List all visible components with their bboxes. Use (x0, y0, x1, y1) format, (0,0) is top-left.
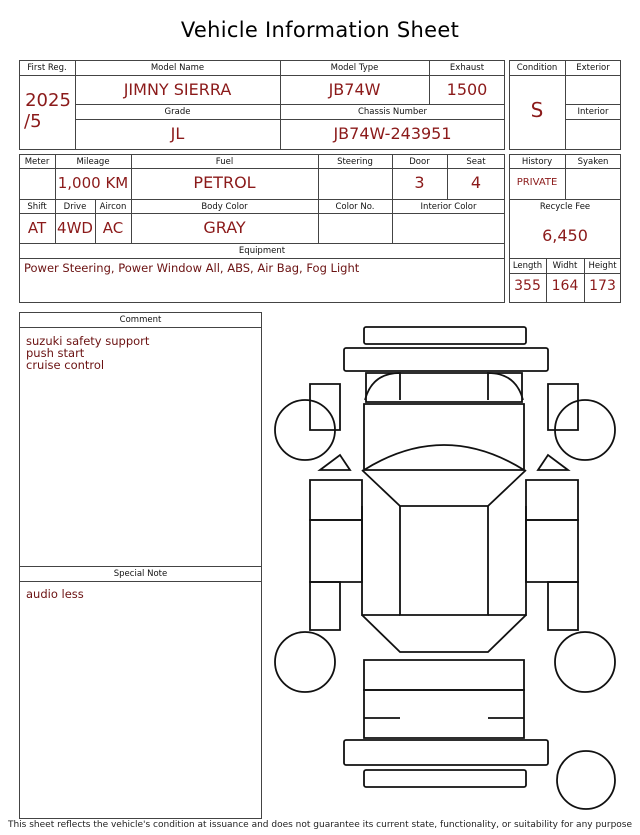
first-reg-year: 2025 (25, 90, 71, 111)
equipment-label: Equipment (238, 246, 286, 256)
steering-label: Steering (337, 157, 373, 167)
door-label: Door (409, 157, 430, 167)
condition-label: Condition (516, 63, 558, 73)
length-value: 355 (514, 278, 541, 294)
door-value: 3 (414, 173, 425, 192)
meter-label: Meter (24, 157, 50, 167)
grade-value: JL (170, 124, 185, 143)
recycle-fee-label: Recycle Fee (539, 202, 591, 212)
page-title: Vehicle Information Sheet (180, 18, 460, 42)
equipment-value: Power Steering, Power Window All, ABS, Air Bag, Fog Light (24, 261, 360, 275)
model-type-label: Model Type (330, 63, 379, 73)
interior-color-label: Interior Color (420, 202, 477, 212)
shift-value: AT (27, 219, 47, 237)
first-reg-label: First Reg. (27, 63, 67, 73)
exhaust-label: Exhaust (449, 63, 485, 73)
syaken-label: Syaken (577, 157, 609, 167)
drive-label: Drive (63, 202, 87, 212)
shift-label: Shift (27, 202, 47, 212)
comment-line: push start (26, 346, 85, 360)
interior-label: Interior (577, 107, 609, 117)
width-label: Widht (552, 261, 578, 271)
grade-label: Grade (164, 107, 191, 117)
fuel-label: Fuel (215, 157, 234, 167)
comment-line: cruise control (26, 358, 105, 372)
aircon-value: AC (102, 219, 124, 237)
chassis-number-label: Chassis Number (357, 107, 428, 117)
body-color-value: GRAY (203, 218, 246, 237)
height-label: Height (588, 261, 617, 271)
exhaust-value: 1500 (446, 80, 488, 99)
special-note-label: Special Note (113, 569, 168, 579)
drive-value: 4WD (57, 219, 93, 237)
recycle-fee-value: 6,450 (542, 226, 588, 245)
special-note-line: audio less (26, 587, 84, 601)
height-value: 173 (589, 278, 616, 294)
chassis-number-value: JB74W-243951 (333, 124, 452, 143)
fuel-value: PETROL (193, 173, 256, 192)
mileage-label: Mileage (76, 157, 110, 167)
mileage-value: 1,000 KM (57, 174, 129, 192)
length-label: Length (512, 261, 543, 271)
exterior-label: Exterior (576, 63, 610, 73)
color-no-label: Color No. (335, 202, 375, 212)
condition-value: S (530, 98, 544, 122)
body-color-label: Body Color (201, 202, 248, 212)
model-type-value: JB74W (328, 80, 381, 99)
seat-label: Seat (466, 157, 486, 167)
history-label: History (521, 157, 553, 167)
width-value: 164 (551, 278, 579, 294)
first-reg-month: /5 (24, 111, 42, 132)
comment-label: Comment (119, 315, 162, 325)
comment-line: suzuki safety support (26, 334, 150, 348)
footer-disclaimer: This sheet reflects the vehicle's condition at issuance and does not guarantee its current state, functionality, or suitability for any purpose (7, 820, 633, 830)
history-value: PRIVATE (516, 177, 558, 188)
aircon-label: Aircon (99, 202, 127, 212)
seat-value: 4 (470, 173, 482, 192)
model-name-value: JIMNY SIERRA (123, 80, 232, 99)
model-name-label: Model Name (150, 63, 205, 73)
